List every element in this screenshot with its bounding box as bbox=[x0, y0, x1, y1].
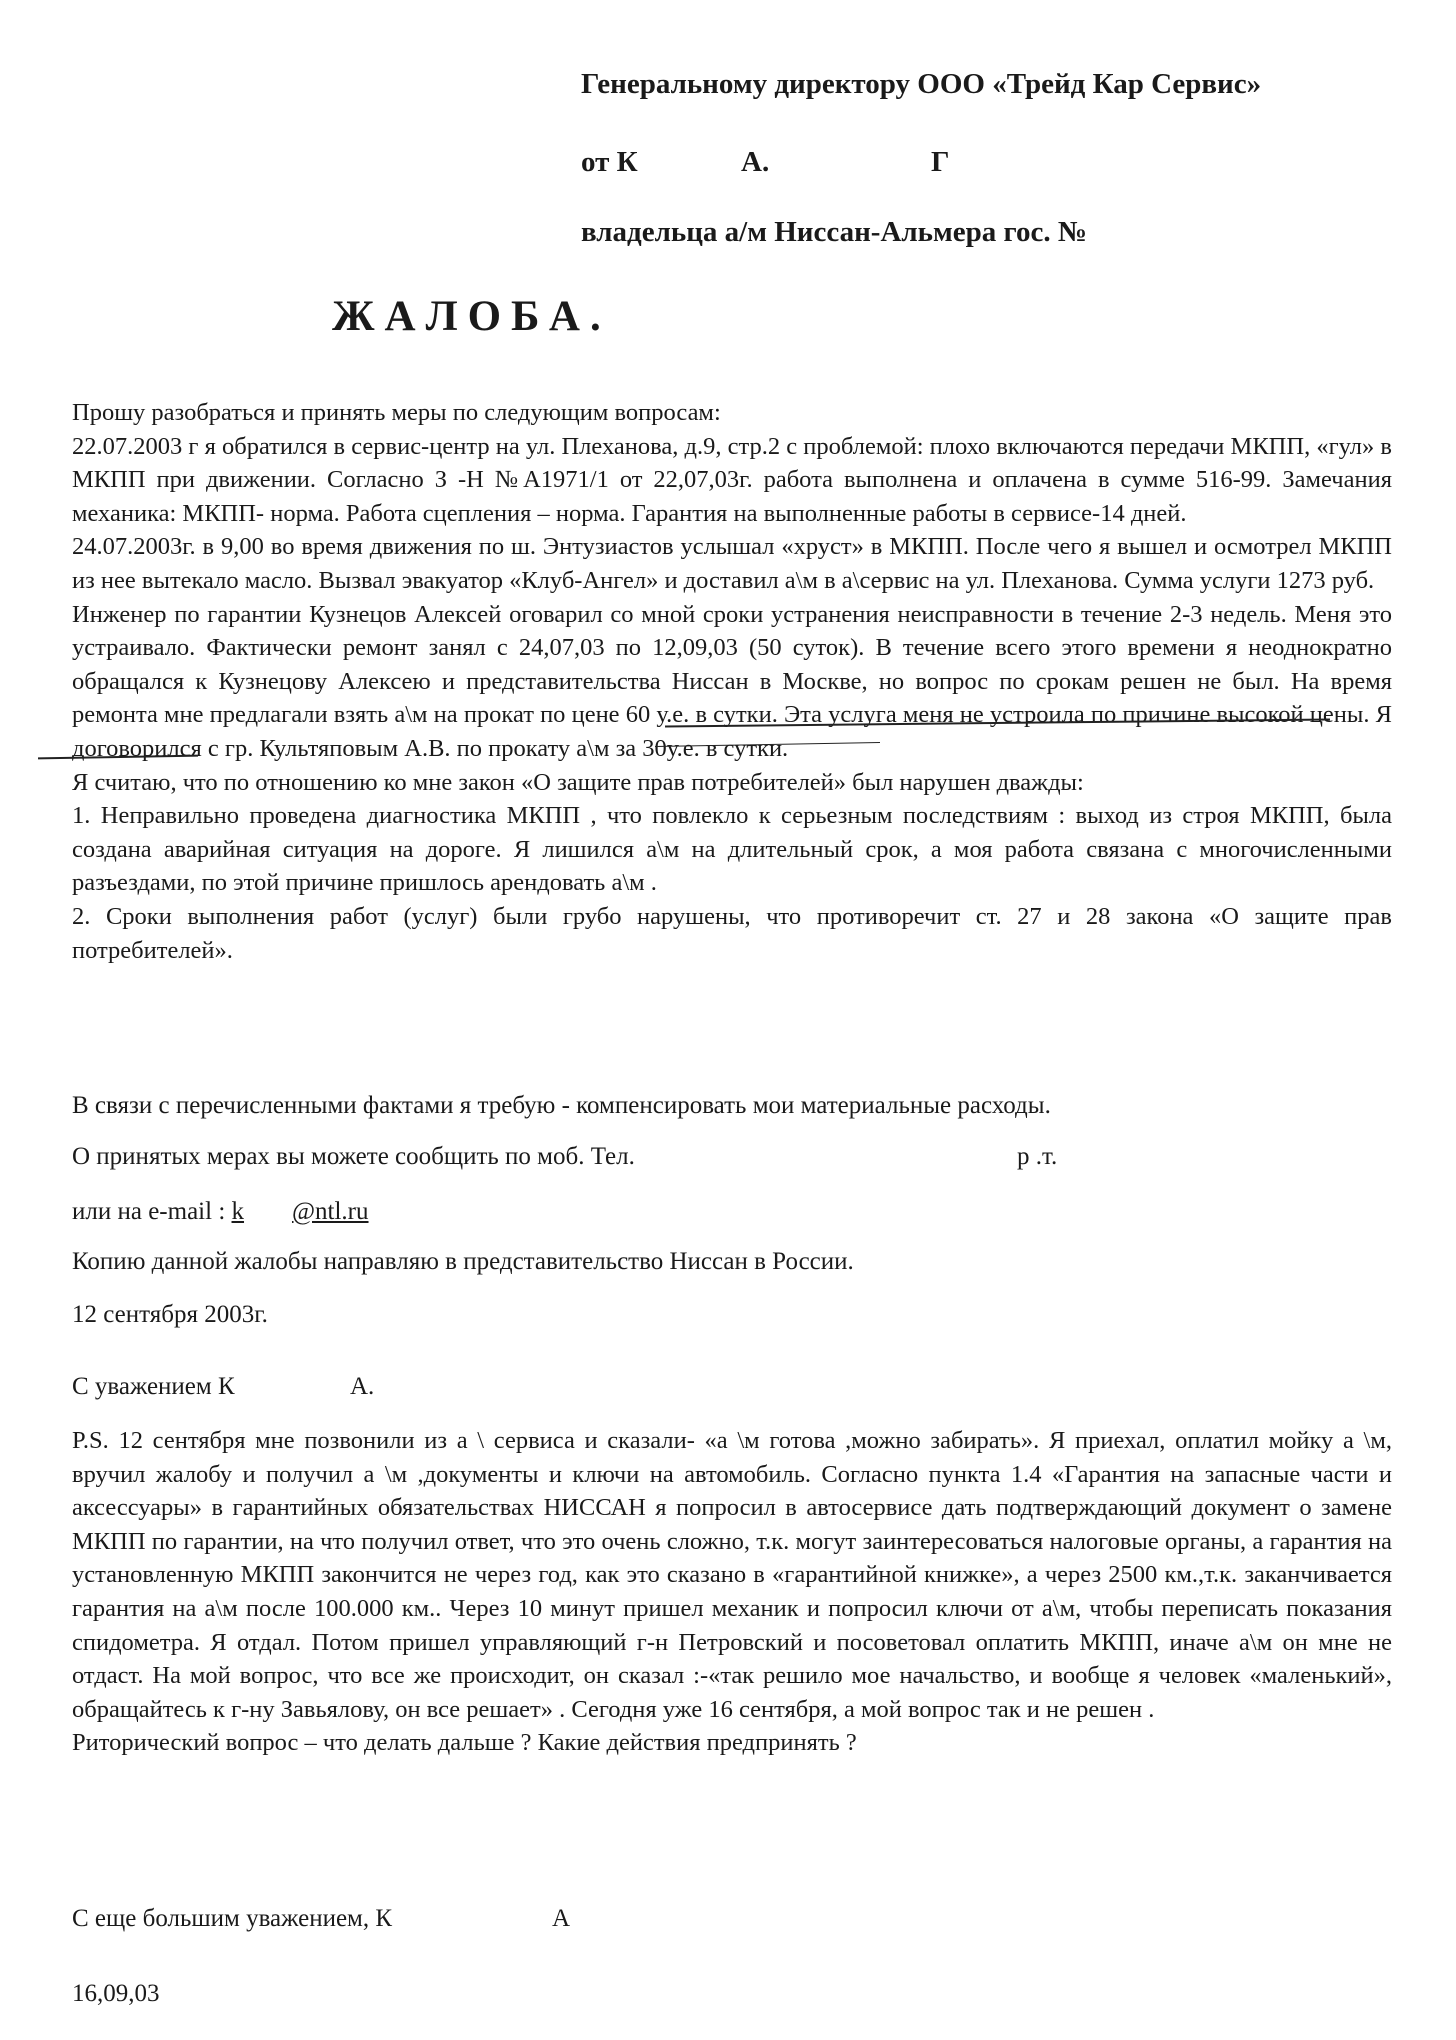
regards-line bbox=[72, 1373, 375, 1401]
email-line bbox=[72, 1198, 369, 1226]
sender-line bbox=[581, 146, 950, 179]
sender-prefix: от К bbox=[581, 146, 638, 178]
phone-text: О принятых мерах вы можете сообщить по моб. Тел. bbox=[72, 1143, 635, 1170]
copy-line: Копию данной жалобы направляю в представительство Ниссан в России. bbox=[72, 1248, 854, 1275]
paragraph-1: 22.07.2003 г я обратился в сервис-центр на ул. Плеханова, д.9, стр.2 с проблемой: плохо включаются передачи МКПП, «гул» в МКПП при движении. Согласно З -Н №А1971/1 от 22,07,03г. работа выполнена и оплачена в сумме 516-99. Замечания механика: МКПП- норма. Работа сцепления – норма. Гарантия на выполненные работы в сервисе-14 дней. bbox=[72, 432, 1392, 527]
regards2-text: С еще большим уважением, К bbox=[72, 1905, 393, 1932]
owner-line: владельца а/м Ниссан-Альмера гос. № bbox=[581, 216, 1087, 248]
paragraph-5: 1. Неправильно проведена диагностика МКПП , что повлекло к серьезным последствиям : выход из строя МКПП, была создана аварийная ситуация на дороге. Я лишился а\м на длительный срок, а моя работа связана с многочисленными разъездами, по этой причине пришлось арендовать а\м . bbox=[72, 802, 1392, 897]
paragraph-6: 2. Сроки выполнения работ (услуг) были грубо нарушены, что противоречит ст. 27 и 28 закона «О защите прав потребителей». bbox=[72, 902, 1392, 964]
phone-suffix: р .т. bbox=[1017, 1143, 1058, 1170]
sender-initial-2: Г bbox=[931, 146, 950, 178]
date-line-1: 12 сентября 2003г. bbox=[72, 1301, 268, 1328]
phone-line bbox=[72, 1143, 1058, 1171]
document-title: ЖАЛОБА. bbox=[332, 293, 611, 340]
regards-text: С уважением К bbox=[72, 1373, 235, 1400]
regards-line-2 bbox=[72, 1905, 571, 1933]
email-user[interactable]: k bbox=[231, 1198, 245, 1225]
intro-paragraph: Прошу разобраться и принять меры по следующим вопросам: bbox=[72, 399, 721, 426]
postscript bbox=[72, 1424, 1392, 1760]
date-line-2: 16,09,03 bbox=[72, 1980, 160, 2007]
addressee-line: Генеральному директору ООО «Трейд Кар Сервис» bbox=[581, 68, 1262, 100]
demand-line: В связи с перечисленными фактами я требую - компенсировать мои материальные расходы. bbox=[72, 1092, 1051, 1119]
rhetorical-question: Риторический вопрос – что делать дальше ? Какие действия предпринять ? bbox=[72, 1729, 857, 1757]
paragraph-3: Инженер по гарантии Кузнецов Алексей оговарил со мной сроки устранения неисправности в течение 2-3 недель. Меня это устраивало. Фактически ремонт занял с 24,07,03 по 12,09,03 (50 суток). В течение всего этого времени я неоднократно обращался к Кузнецову Алексею и представительства Ниссан в Москве, но вопрос по срокам решен не был. На время ремонта мне предлагали взять а\м на прокат по цене 60 у.е. в сутки. Эта услуга меня не устроила по причине высокой цены. Я договорился с гр. Культяповым А.В. по прокату а\м за 30у.е. в сутки. bbox=[72, 600, 1392, 762]
paragraph-4: Я считаю, что по отношению ко мне закон «О защите прав потребителей» был нарушен дважды: bbox=[72, 768, 1084, 796]
email-domain[interactable]: @ntl.ru bbox=[292, 1198, 369, 1225]
paragraph-2: 24.07.2003г. в 9,00 во время движения по ш. Энтузиастов услышал «хруст» в МКПП. После чего я вышел и осмотрел МКПП из нее вытекало масло. Вызвал эвакуатор «Клуб-Ангел» и доставил а\м в а\сервис на ул. Плеханова. Сумма услуги 1273 руб. bbox=[72, 533, 1392, 594]
sender-initial-1: А. bbox=[741, 146, 770, 178]
ps-paragraph: P.S. 12 сентября мне позвонили из а \ сервиса и сказали- «а \м готова ,можно забирать». Я приехал, оплатил мойку а \м, вручил жалобу и получил а \м ,документы и ключи на автомобиль. Согласно пункта 1.4 «Гарантия на запасные части и аксессуары» в гарантийных обязательствах НИССАН я попросил в автосервисе дать подтверждающий документ о замене МКПП по гарантии, на что получил ответ, что это очень сложно, т.к. могут заинтересоваться налоговые органы, а гарантия на установленную МКПП закончится не через год, как это сказано в «гарантийной книжке», а через 2500 км.,т.к. заканчивается гарантия на а\м после 100.000 км.. Через 10 минут пришел механик и попросил ключи от а\м, чтобы переписать показания спидометра. Я отдал. Потом пришел управляющий г-н Петровский и посоветовал оплатить МКПП, иначе а\м он мне не отдаст. На мой вопрос, что все же происходит, он сказал :-«так решило мое начальство, и вообще я человек «маленький», обращайтесь к г-ну Завьялову, он все решает» . Сегодня уже 16 сентября, а мой вопрос так и не решен . bbox=[72, 1427, 1392, 1723]
email-prefix: или на e-mail : bbox=[72, 1198, 226, 1225]
regards2-initial: А bbox=[552, 1905, 571, 1932]
regards-initial: А. bbox=[350, 1373, 375, 1400]
complaint-body bbox=[72, 396, 1392, 967]
